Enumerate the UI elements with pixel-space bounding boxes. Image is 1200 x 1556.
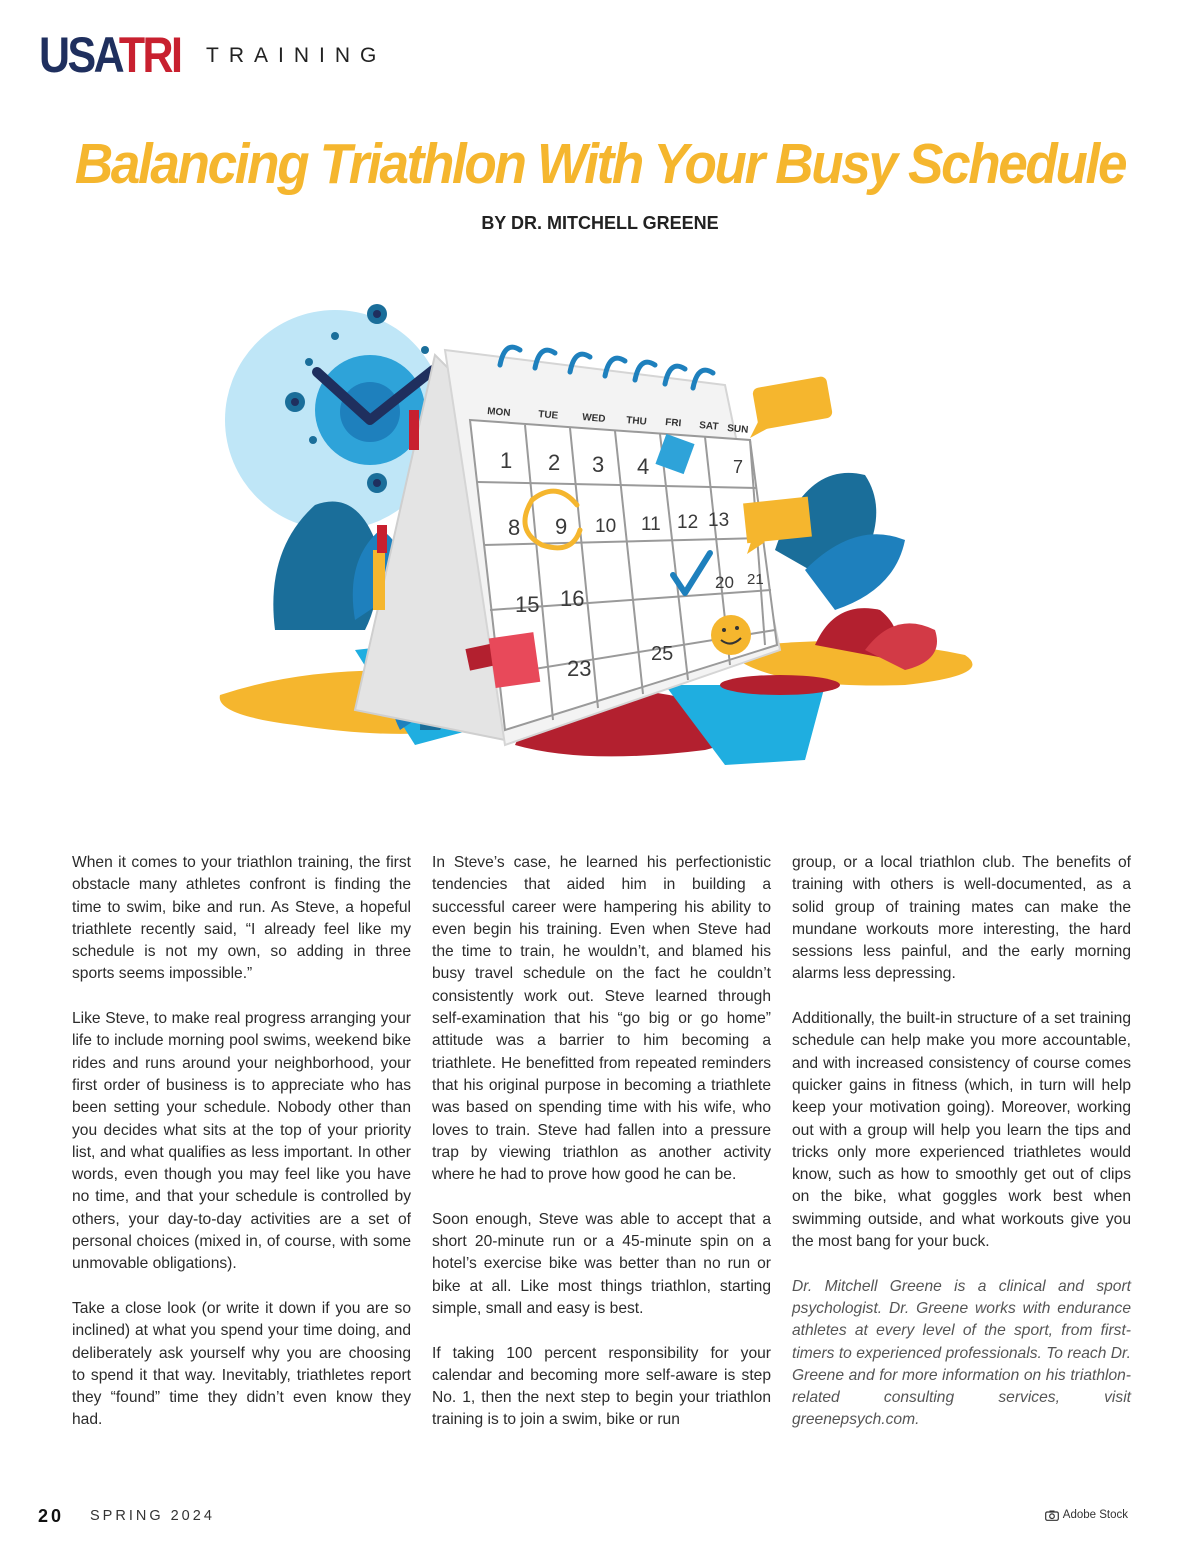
article-column-1 (72, 852, 411, 1454)
paragraph: When it comes to your triathlon training, the first obstacle many athletes confront is finding the time to swim, bike and run. As Steve, a hopeful triathlete recently said, “I already feel like my schedule is not my own, so adding in three sports seems impossible.” (72, 854, 411, 983)
author-bio: Dr. Mitchell Greene is a clinical and sport psychologist. Dr. Greene works with endurance athletes at every level of the sport, from first-timers to experienced professionals. To reach Dr. Greene and for more information on his triathlon-related consulting services, visit greenepsych.com. (792, 1277, 1131, 1429)
date-number: 20 (715, 573, 734, 592)
paragraph: Like Steve, to make real progress arranging your life to include morning pool swims, weekend bike rides and runs around your neighborhood, your first order of business is to appreciate who has been setting your schedule. Nobody other than you decides what sits at the top of your priority list, and what qualifies as less important. In other words, even though you may feel like you have no time, and that your schedule is controlled by others, your day-to-day activities are a set of personal choices (mixed in, of course, with some unmovable obligations). (72, 1010, 411, 1273)
weekday-label: THU (625, 415, 648, 428)
date-number: 23 (567, 656, 592, 681)
paragraph: Additionally, the built-in structure of a set training schedule can help make you more accountable, and with increased consistency of course comes quicker gains in fitness (which, in turn will help keep your motivation going). Moreover, working out with a group will help you learn the tips and tricks only more experienced triathletes would know, such as how to smoothly get out of clips on the bike, what goggles work best when swimming outside, and what workouts give you the most bang for your buck. (792, 1010, 1131, 1251)
credit-text: Adobe Stock (1062, 1509, 1128, 1521)
date-number: 12 (677, 512, 699, 533)
weekday-label: TUE (537, 409, 559, 422)
calendar-illustration (205, 290, 1005, 810)
date-number: 13 (708, 510, 730, 531)
paragraph: Take a close look (or write it down if you are so inclined) at what you spend your time doing, and deliberately ask yourself why you are choosing to spend it that way. Inevitably, triathletes report they “found” time they didn’t even know they had. (72, 1299, 411, 1429)
weekday-label: SAT (698, 420, 719, 433)
date-number: 10 (595, 516, 617, 537)
article-title: Balancing Triathlon With Your Busy Schedule (74, 132, 1126, 196)
paragraph: In Steve’s case, he learned his perfectionistic tendencies that aided him in building a successful career were hampering his ability to even begin his training. Even when Steve had the time to train, he wouldn’t, and blamed his busy travel schedule on the fact he couldn’t consistently work out. Steve learned through self-examination that his “go big or go home” attitude was a barrier to him becoming a triathlete. He benefitted from repeated reminders that his original purpose in becoming a triathlete was based on spending time with his wife, who loves to train. Steve had fallen into a pressure trap by viewing triathlon as another activity where he had to prove how good he can be. (432, 854, 771, 1184)
date-number: 4 (637, 454, 650, 479)
weekday-label: WED (581, 412, 606, 426)
date-number: 16 (560, 586, 585, 611)
smiley-icon (711, 615, 751, 655)
date-number: 11 (641, 514, 661, 535)
date-number: 8 (508, 515, 521, 540)
byline: BY DR. MITCHELL GREENE (481, 213, 719, 233)
article-column-3 (792, 852, 1131, 1454)
date-number: 21 (747, 571, 764, 588)
date-number: 7 (733, 457, 744, 477)
paragraph: group, or a local triathlon club. The benefits of training with others is well-documented, as a solid group of training mates can make the mundane workouts more interesting, the hard sessions less painful, and the early morning alarms less depressing. (792, 854, 1131, 983)
usatri-logo (39, 27, 203, 83)
camera-icon (1045, 1510, 1059, 1521)
date-number: 3 (592, 452, 605, 477)
weekday-label: MON (486, 406, 511, 420)
section-label: TRAINING (206, 44, 387, 67)
weekday-label: SUN (726, 423, 749, 436)
logo-tri: TRI (118, 27, 181, 83)
date-number: 15 (515, 592, 540, 617)
paragraph: Soon enough, Steve was able to accept that a short 20-minute run or a 45-minute spin on a hotel’s exercise bike was better than no run or bike at all. Like most things triathlon, starting simple, small and easy is best. (432, 1210, 771, 1317)
date-number: 25 (651, 643, 674, 665)
article-column-2 (432, 852, 771, 1454)
date-number: 2 (548, 450, 561, 475)
logo-wordmark: USATRI (39, 27, 181, 83)
photo-credit (1045, 1509, 1128, 1521)
date-number: 9 (555, 514, 568, 539)
date-number: 1 (500, 448, 513, 473)
issue-label: SPRING 2024 (90, 1508, 215, 1524)
paragraph: If taking 100 percent responsibility for your calendar and becoming more self-aware is step No. 1, then the next step to begin your triathlon training is to join a swim, bike or run (432, 1344, 771, 1429)
page-number: 20 (38, 1506, 65, 1526)
weekday-label: FRI (664, 417, 682, 430)
chat-bubble-icon (750, 376, 833, 438)
